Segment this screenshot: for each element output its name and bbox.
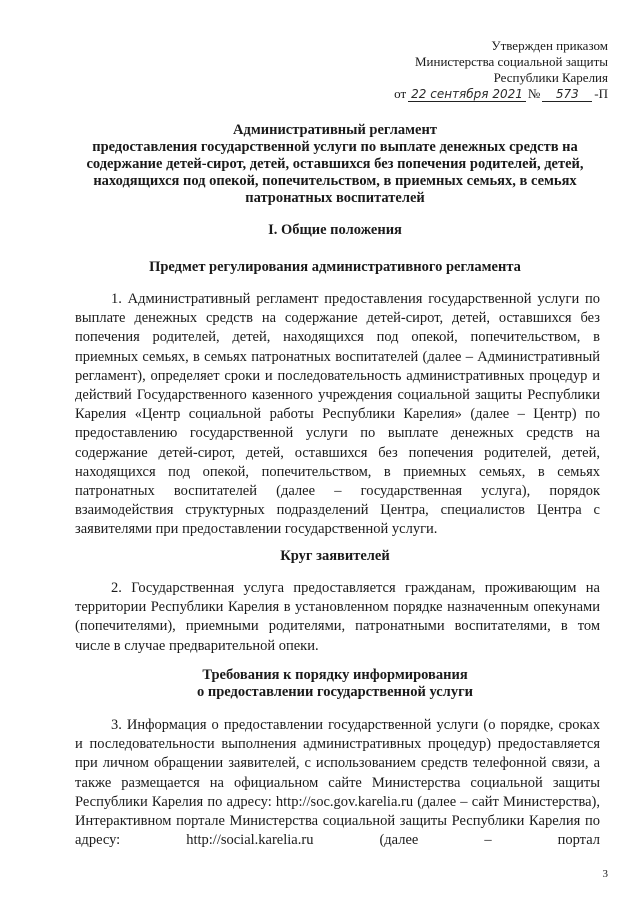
title-line-5: патронатных воспитателей [245,190,425,206]
paragraph-1 [75,290,600,540]
approval-stamp [394,38,608,102]
paragraph-2 [75,579,600,656]
subheading-info-line-1: Требования к порядку информирования [202,667,468,683]
section-heading: I. Общие положения [268,222,402,238]
page-number: 3 [602,868,608,880]
approval-suffix: -П [594,86,608,101]
approval-order-line [394,86,608,102]
title-line-1: Административный регламент [233,122,437,138]
approval-date-handwritten: 22 сентября 2021 [408,87,526,102]
approval-line-1: Утвержден приказом [491,38,608,53]
paragraph-3-text: 3. Информация о предоставлении государственной услуги (о порядке, сроках и последовательности выполнения административных процедур) предоставляется при личном обращении заявителей, с использованием средств телефонной связи, а также размещается на официальном сайте Министерства социальной защиты Республики Карелия по адресу: http://soc.gov.karelia.ru (далее – сайт Министерства), Интерактивном портале Министерства социальной защиты Республики Карелия по адресу: http://social.karelia.ru (далее – портал [75,717,600,849]
document-title [70,122,600,207]
subheading-info [70,667,600,701]
title-line-3: содержание детей-сирот, детей, оставшихся без попечения родителей, детей, [86,156,584,172]
paragraph-2-text: 2. Государственная услуга предоставляется гражданам, проживающим на территории Республики Карелия в установленном порядке назначенным опекунами (попечителями), приемными родителями, патронатными воспитателями, в том числе в случае предварительной опеки. [75,580,600,654]
paragraph-1-text: 1. Административный регламент предоставления государственной услуги по выплате денежных средств на содержание детей-сирот, детей, оставшихся без попечения родителей, детей, находящихся под опекой, попечительством, в приемных семьях, в семьях патронатных воспитателей (далее – Административный регламент), определяет сроки и последовательность административных процедур и действий Государственного казенного учреждения социальной защиты Республики Карелия «Центр социальной работы Республики Карелия» (далее – Центр) по предоставлению государственной услуги по выплате денежных средств на содержание детей-сирот, детей, оставшихся без попечения родителей, детей, находящихся под опекой, попечительством, в приемных семьях, в семьях патронатных воспитателей (далее – государственная услуга), порядок взаимодействия структурных подразделений Центра, специалистов Центра с заявителями при предоставлении государственной услуги. [75,291,600,538]
approval-number-label: № [527,86,541,101]
approval-line-3: Республики Карелия [493,70,608,85]
subheading-info-line-2: о предоставлении государственной услуги [196,684,474,700]
title-line-4: находящихся под опекой, попечительством, в приемных семьях, в семьях [93,173,577,189]
subheading-subject: Предмет регулирования административного регламента [149,259,521,275]
approval-line-2: Министерства социальной защиты [414,54,608,69]
subheading-applicants: Круг заявителей [280,548,390,564]
approval-from-label: от [394,86,407,101]
paragraph-3 [75,716,600,850]
approval-number-handwritten: 573 [542,87,592,102]
title-line-2: предоставления государственной услуги по выплате денежных средств на [92,139,578,155]
